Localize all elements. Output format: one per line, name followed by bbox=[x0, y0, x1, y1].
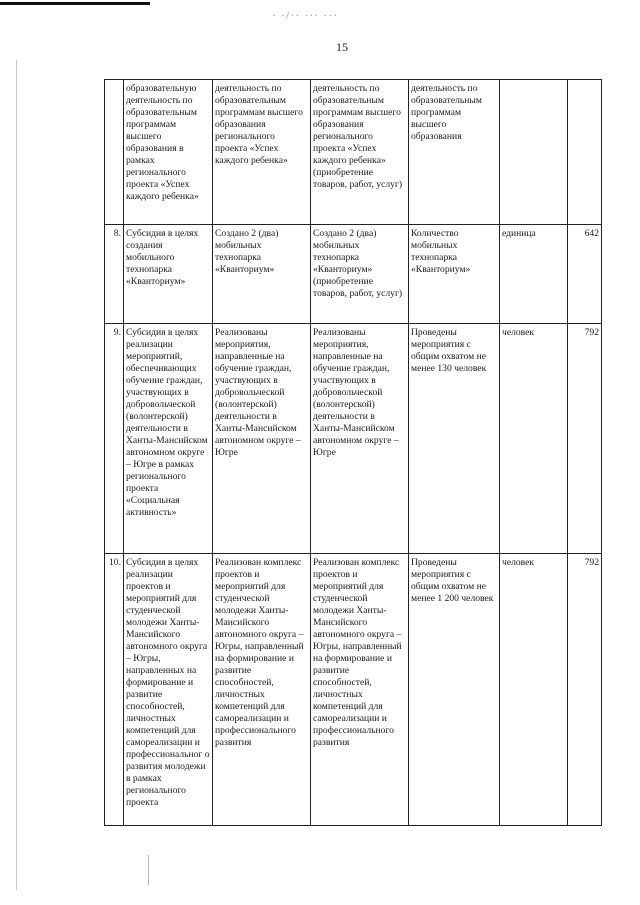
result-purchase-cell: деятельность по образовательным программам высшего образования регионального проекта «Успех каждого ребенка» (приобретение товаров, работ, услуг) bbox=[311, 80, 409, 225]
unit-cell: человек bbox=[500, 554, 568, 826]
indicator-cell: Количество мобильных технопарка «Кванториум» bbox=[409, 225, 500, 324]
result-purchase-cell: Реализован комплекс проектов и мероприятий для студенческой молодежи Ханты-Мансийского автономного округа – Югры, направленный на формирование и развитие способностей, личностных компетенций для самореализации и профессионального развития bbox=[311, 554, 409, 826]
result-cell: Реализованы мероприятия, направленные на обучение граждан, участвующих в добровольческой (волонтерской) деятельности в Ханты-Мансийском автономном округе – Югре bbox=[213, 324, 311, 554]
result-cell: деятельность по образовательным программам высшего образования регионального проекта «Успех каждого ребенка» bbox=[213, 80, 311, 225]
subsidy-name-cell: Субсидия в целях реализации мероприятий, обеспечивающих обучение граждан, участвующих в добровольческой (волонтерской) деятельности в Ханты-Мансийском автономном округе – Югре в рамках регионального проекта «Социальная активность» bbox=[124, 324, 213, 554]
row-number: 9. bbox=[105, 324, 124, 554]
value-cell: 792 bbox=[568, 324, 602, 554]
unit-cell bbox=[500, 80, 568, 225]
table-row bbox=[105, 324, 602, 554]
unit-cell: человек bbox=[500, 324, 568, 554]
scan-mark bbox=[148, 855, 149, 885]
table-row bbox=[105, 554, 602, 826]
value-cell: 642 bbox=[568, 225, 602, 324]
subsidy-name-cell: Субсидия в целях создания мобильного технопарка «Кванториум» bbox=[124, 225, 213, 324]
scan-edge-line bbox=[16, 60, 17, 890]
indicator-cell: Проведены мероприятия с общим охватом не менее 1 200 человек bbox=[409, 554, 500, 826]
row-number bbox=[105, 80, 124, 225]
indicator-cell: Проведены мероприятия с общим охватом не менее 130 человек bbox=[409, 324, 500, 554]
row-number: 8. bbox=[105, 225, 124, 324]
faint-stamp: · ·/·· ··· ··· bbox=[272, 8, 339, 22]
subsidy-table bbox=[104, 79, 602, 826]
value-cell: 792 bbox=[568, 554, 602, 826]
page-number: 15 bbox=[336, 40, 348, 54]
value-cell bbox=[568, 80, 602, 225]
result-cell: Реализован комплекс проектов и мероприятий для студенческой молодежи Ханты-Мансийского автономного округа – Югры, направленный на формирование и развитие способностей, личностных компетенций для самореализации и профессионального развития bbox=[213, 554, 311, 826]
table-row bbox=[105, 80, 602, 225]
subsidy-name-cell: Субсидия в целях реализации проектов и мероприятий для студенческой молодежи Ханты-Мансийского автономного округа – Югры, направленных на формирование и развитие способностей, личностных компетенций для самореализации и профессиональног о развития молодежи в рамках регионального проекта bbox=[124, 554, 213, 826]
subsidy-name-cell: образовательную деятельность по образовательным программам высшего образования в рамках регионального проекта «Успех каждого ребенка» bbox=[124, 80, 213, 225]
result-purchase-cell: Реализованы мероприятия, направленные на обучение граждан, участвующих в добровольческой (волонтерской) деятельности в Ханты-Мансийском автономном округе – Югре bbox=[311, 324, 409, 554]
result-cell: Создано 2 (два) мобильных технопарка «Кванториум» bbox=[213, 225, 311, 324]
top-rule bbox=[0, 2, 150, 5]
unit-cell: единица bbox=[500, 225, 568, 324]
indicator-cell: деятельность по образовательным программам высшего образования bbox=[409, 80, 500, 225]
row-number: 10. bbox=[105, 554, 124, 826]
table-row bbox=[105, 225, 602, 324]
result-purchase-cell: Создано 2 (два) мобильных технопарка «Кванториум» (приобретение товаров, работ, услуг) bbox=[311, 225, 409, 324]
